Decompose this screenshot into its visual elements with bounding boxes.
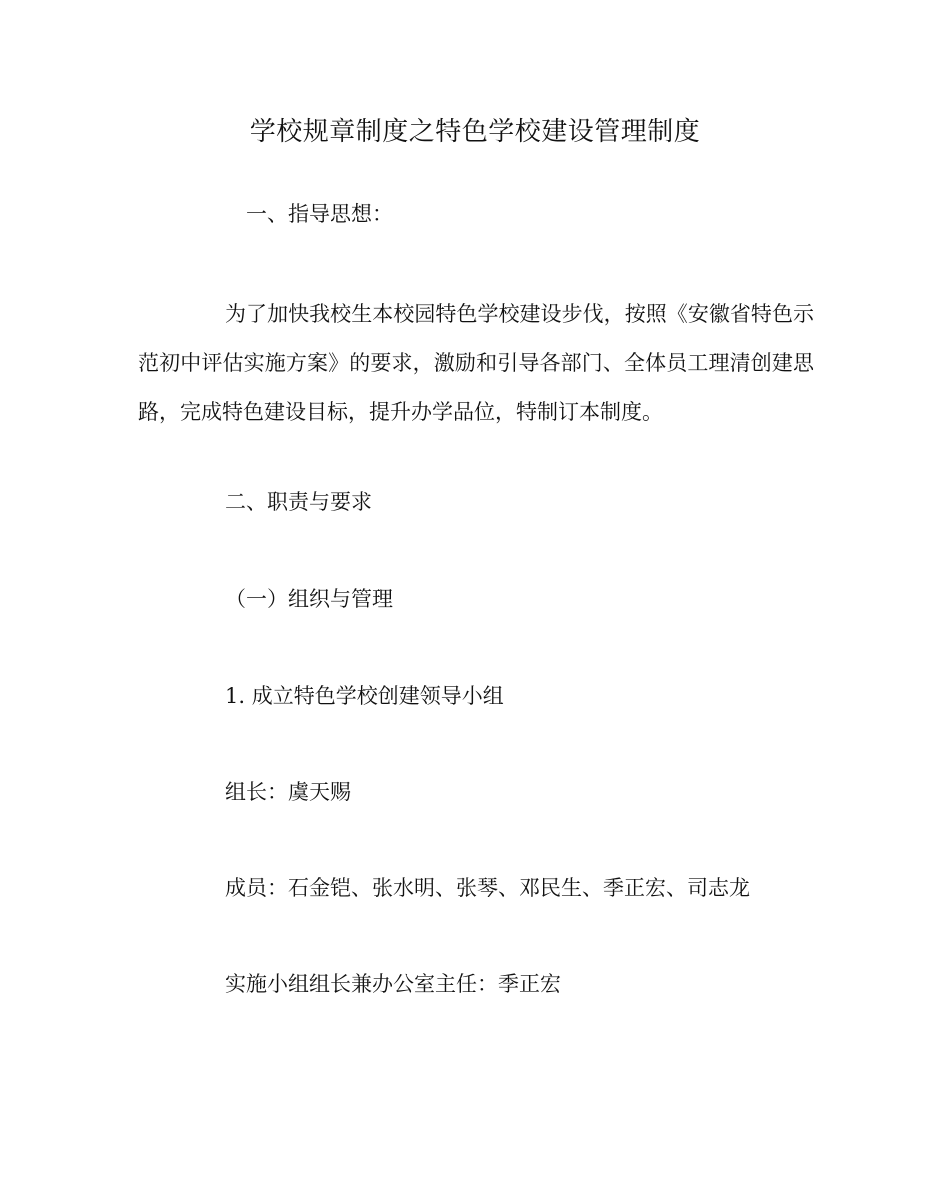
document-title: 学校规章制度之特色学校建设管理制度 [249,117,701,147]
list-item-leading-group: 1. 成立特色学校创建领导小组 [225,684,504,708]
group-leader-line: 组长：虞天赐 [225,780,351,804]
subsection-heading-organization: （一）组织与管理 [225,587,393,611]
implementation-leader-line: 实施小组组长兼办公室主任：季正宏 [225,972,561,996]
section-heading-guiding-thought: 一、指导思想： [246,202,393,226]
section-paragraph-guiding-thought: 为了加快我校生本校园特色学校建设步伐，按照《安徽省特色示范初中评估实施方案》的要求，激励和引导各部门、全体员工理清创建思路，完成特色建设目标，提升办学品位，特制订本制度。 [138,302,814,424]
section-heading-duties: 二、职责与要求 [225,490,372,514]
members-line: 成员：石金铠、张水明、张琴、邓民生、季正宏、司志龙 [225,876,750,900]
